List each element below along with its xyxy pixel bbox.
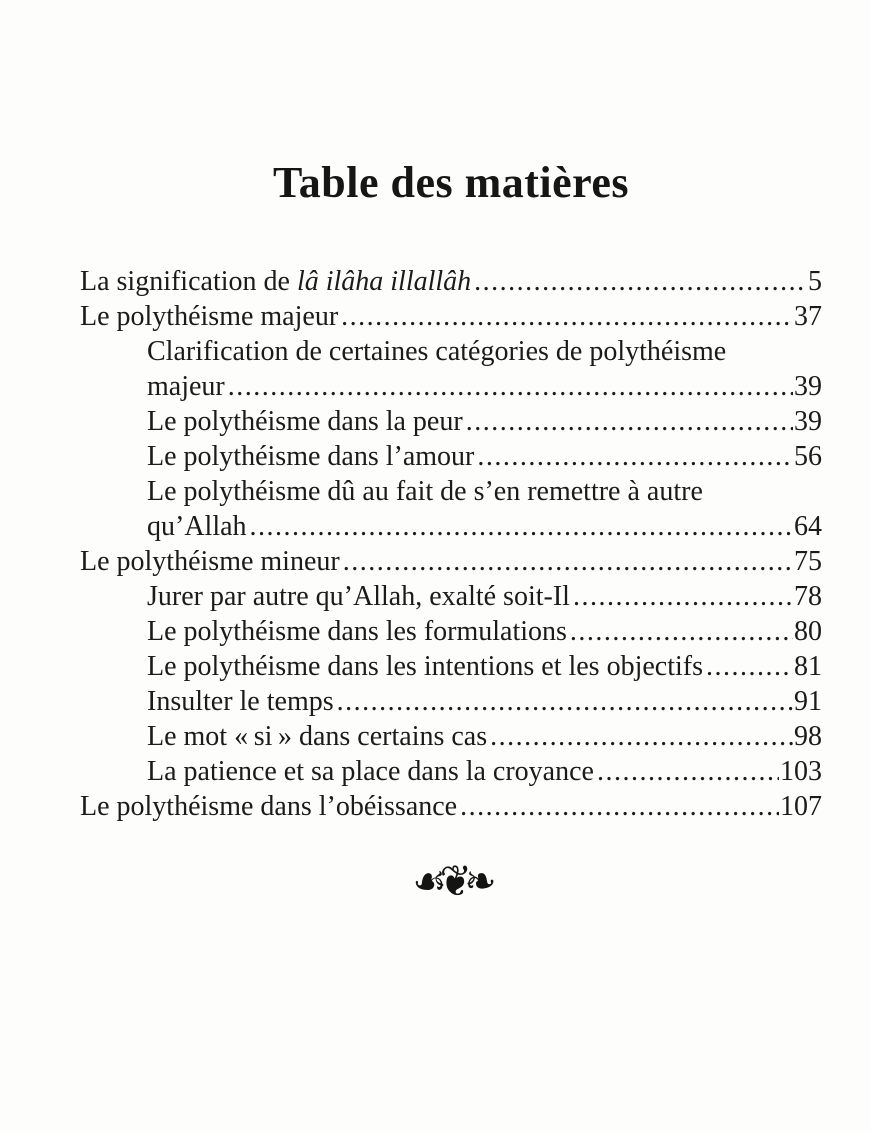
page-number: 64 <box>794 510 822 542</box>
page-number: 39 <box>794 405 822 437</box>
toc-entry-text: Le polythéisme dans l’amour <box>147 440 475 472</box>
toc-entry-text: Clarification de certaines catégories de polythéisme <box>147 335 727 367</box>
dot-leader <box>490 719 793 754</box>
dot-leader <box>228 369 793 404</box>
page-number: 37 <box>794 300 822 332</box>
page-number: 56 <box>794 440 822 472</box>
dot-leader <box>597 754 779 789</box>
toc-row <box>80 264 822 299</box>
toc-entry-text <box>80 264 471 299</box>
dot-leader <box>706 649 793 684</box>
toc-row <box>80 439 822 474</box>
ornament-container <box>80 855 822 906</box>
dot-leader <box>341 299 793 334</box>
toc-row <box>80 474 822 509</box>
toc-entry-text: La patience et sa place dans la croyance <box>147 755 594 787</box>
toc-entry-text: Le polythéisme majeur <box>80 300 339 332</box>
toc-entry-text: Le mot « si » dans certains cas <box>147 720 488 752</box>
toc-entry-text: qu’Allah <box>147 510 247 542</box>
toc-entry-text: Le polythéisme dû au fait de s’en remettre à autre <box>147 475 703 507</box>
toc-row <box>80 404 822 439</box>
page-number: 81 <box>794 650 822 682</box>
toc-entry-text: Le polythéisme dans la peur <box>147 405 463 437</box>
fleuron-ornament: ☙❦❧ <box>412 855 490 906</box>
toc-row <box>80 614 822 649</box>
toc-row <box>80 579 822 614</box>
page-number: 107 <box>780 790 822 822</box>
toc-row <box>80 754 822 789</box>
page-number: 91 <box>794 685 822 717</box>
page-number: 39 <box>794 370 822 402</box>
toc-row <box>80 684 822 719</box>
dot-leader <box>337 684 793 719</box>
page-number: 78 <box>794 580 822 612</box>
page-number: 80 <box>794 615 822 647</box>
toc-row <box>80 509 822 544</box>
toc-row <box>80 649 822 684</box>
toc-row <box>80 299 822 334</box>
toc-entry-transliteration: lâ ilâha illallâh <box>296 265 472 297</box>
toc-entry-text: Le polythéisme dans l’obéissance <box>80 790 458 822</box>
page-number: 5 <box>808 265 822 297</box>
table-of-contents <box>80 264 822 824</box>
toc-entry-text: Jurer par autre qu’Allah, exalté soit-Il <box>147 580 570 612</box>
page-number: 98 <box>794 720 822 752</box>
toc-entry-text: Le polythéisme dans les intentions et les objectifs <box>147 650 703 682</box>
page-title: Table des matières <box>272 158 630 207</box>
toc-entry-text: Insulter le temps <box>147 685 334 717</box>
toc-row <box>80 544 822 579</box>
dot-leader <box>250 509 793 544</box>
dot-leader <box>466 404 793 439</box>
dot-leader <box>474 264 807 299</box>
page-number: 75 <box>794 545 822 577</box>
dot-leader <box>477 439 793 474</box>
page-number: 103 <box>780 755 822 787</box>
toc-entry-text: Le polythéisme mineur <box>80 545 340 577</box>
dot-leader <box>343 544 793 579</box>
toc-row <box>80 719 822 754</box>
toc-entry-text: majeur <box>147 370 225 402</box>
toc-row <box>80 334 822 369</box>
dot-leader <box>573 579 793 614</box>
toc-entry-text-part: La signification de <box>80 265 297 297</box>
dot-leader <box>460 789 779 824</box>
toc-row <box>80 789 822 824</box>
toc-entry-text: Le polythéisme dans les formulations <box>147 615 567 647</box>
toc-row <box>80 369 822 404</box>
dot-leader <box>570 614 793 649</box>
